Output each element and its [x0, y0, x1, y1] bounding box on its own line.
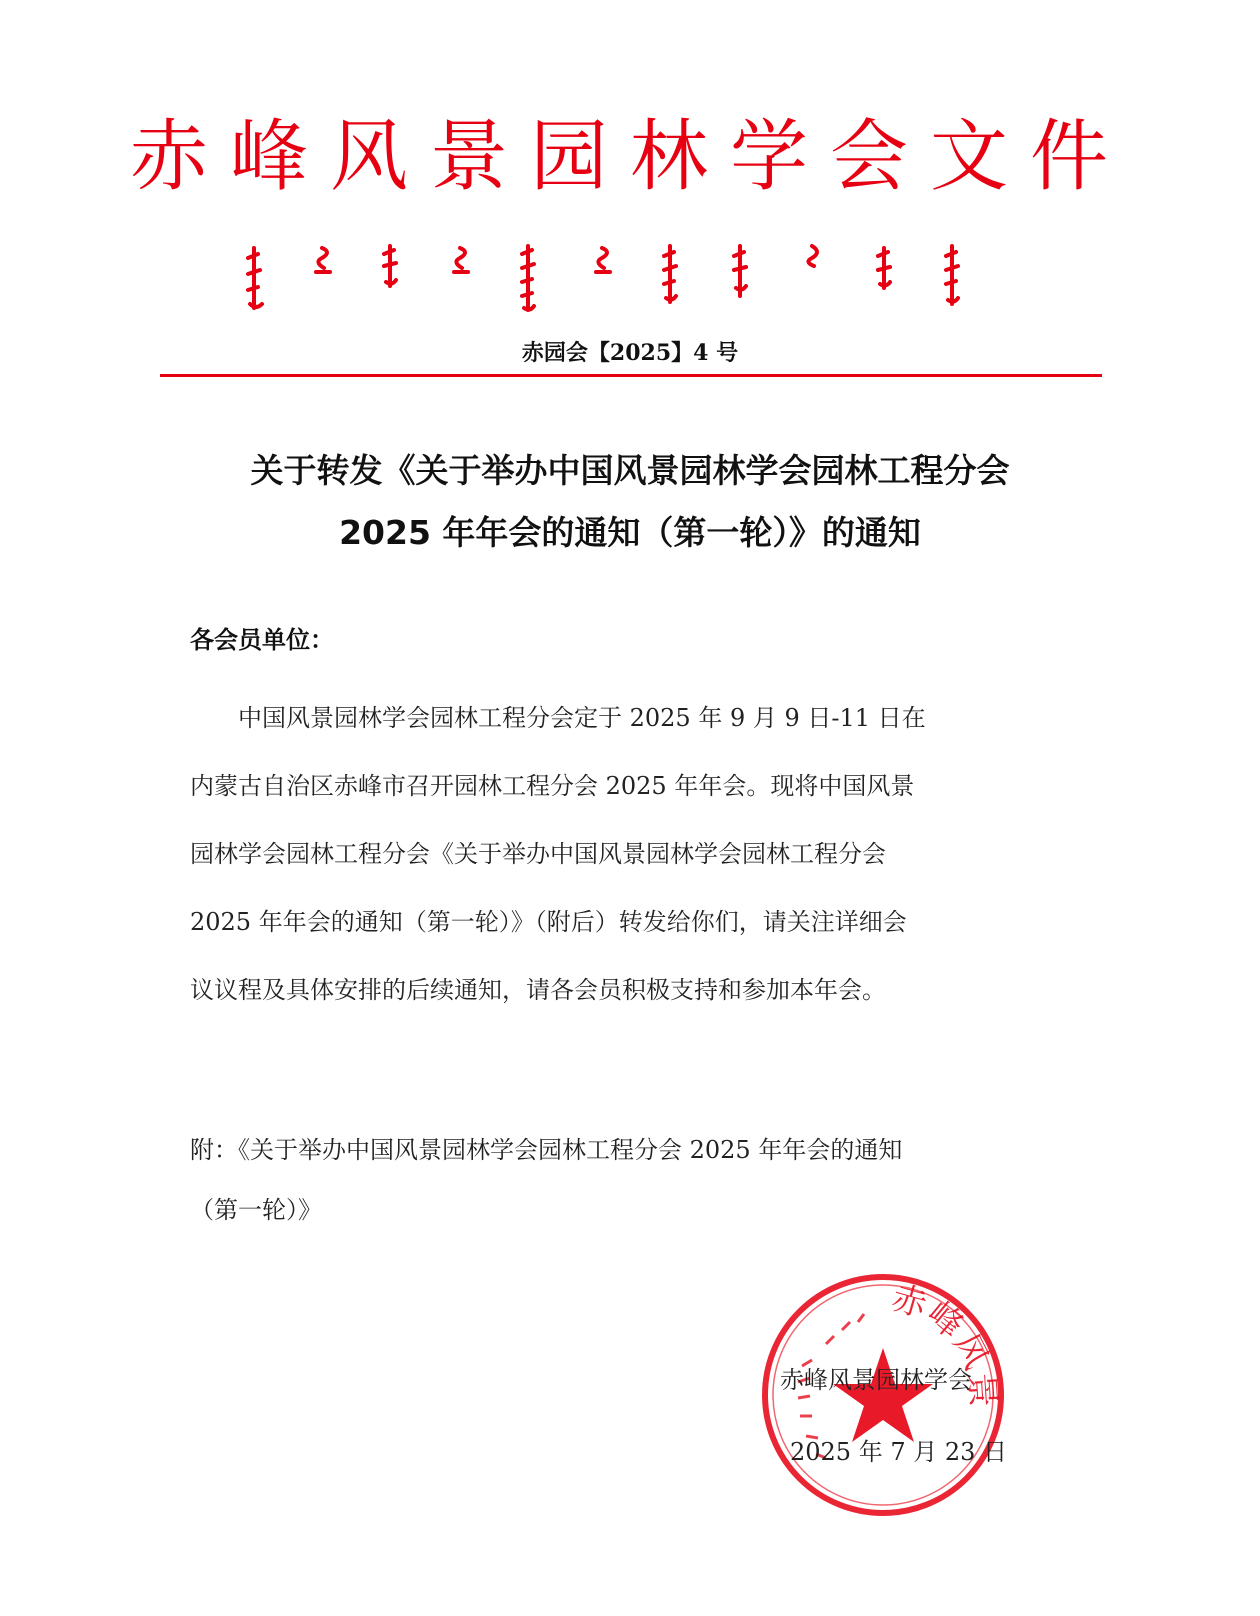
attachment-line: 附：《关于举办中国风景园林学会园林工程分会 2025 年年会的通知 [190, 1136, 903, 1164]
masthead-title: 赤峰风景园林学会文件 [129, 112, 1130, 202]
body-line: 2025 年年会的通知（第一轮）》（附后）转发给你们，请关注详细会 [190, 908, 907, 936]
attachment-line: （第一轮）》 [190, 1196, 322, 1224]
document-title [120, 440, 1140, 564]
title-line: 关于转发《关于举办中国风景园林学会园林工程分会 [250, 451, 1010, 490]
mongolian-script-graphic [0, 238, 1260, 318]
document-number: 赤园会【2025】4 号 [521, 340, 739, 366]
attachment-note [190, 1130, 1040, 1250]
salutation: 各会员单位： [190, 625, 334, 654]
mongolian-script-masthead [0, 238, 1260, 318]
signature-date: 2025 年 7 月 23 日 [790, 1438, 1008, 1466]
seal-graphic [758, 1270, 1008, 1520]
title-line: 2025 年年会的通知（第一轮）》的通知 [339, 513, 921, 552]
red-divider [160, 374, 1102, 377]
body-line: 园林学会园林工程分会《关于举办中国风景园林学会园林工程分会 [190, 840, 886, 868]
body-line: 议议程及具体安排的后续通知，请各会员积极支持和参加本年会。 [190, 976, 886, 1004]
body-line: 内蒙古自治区赤峰市召开园林工程分会 2025 年年会。现将中国风景 [190, 772, 915, 800]
signature-organization: 赤峰风景园林学会 [780, 1366, 972, 1394]
body-line: 中国风景园林学会园林工程分会定于 2025 年 9 月 9 日-11 日在 [190, 704, 926, 732]
body-paragraph [190, 694, 1040, 1034]
seal-text: 赤峰风景 [887, 1277, 1003, 1411]
official-seal [758, 1270, 1008, 1520]
